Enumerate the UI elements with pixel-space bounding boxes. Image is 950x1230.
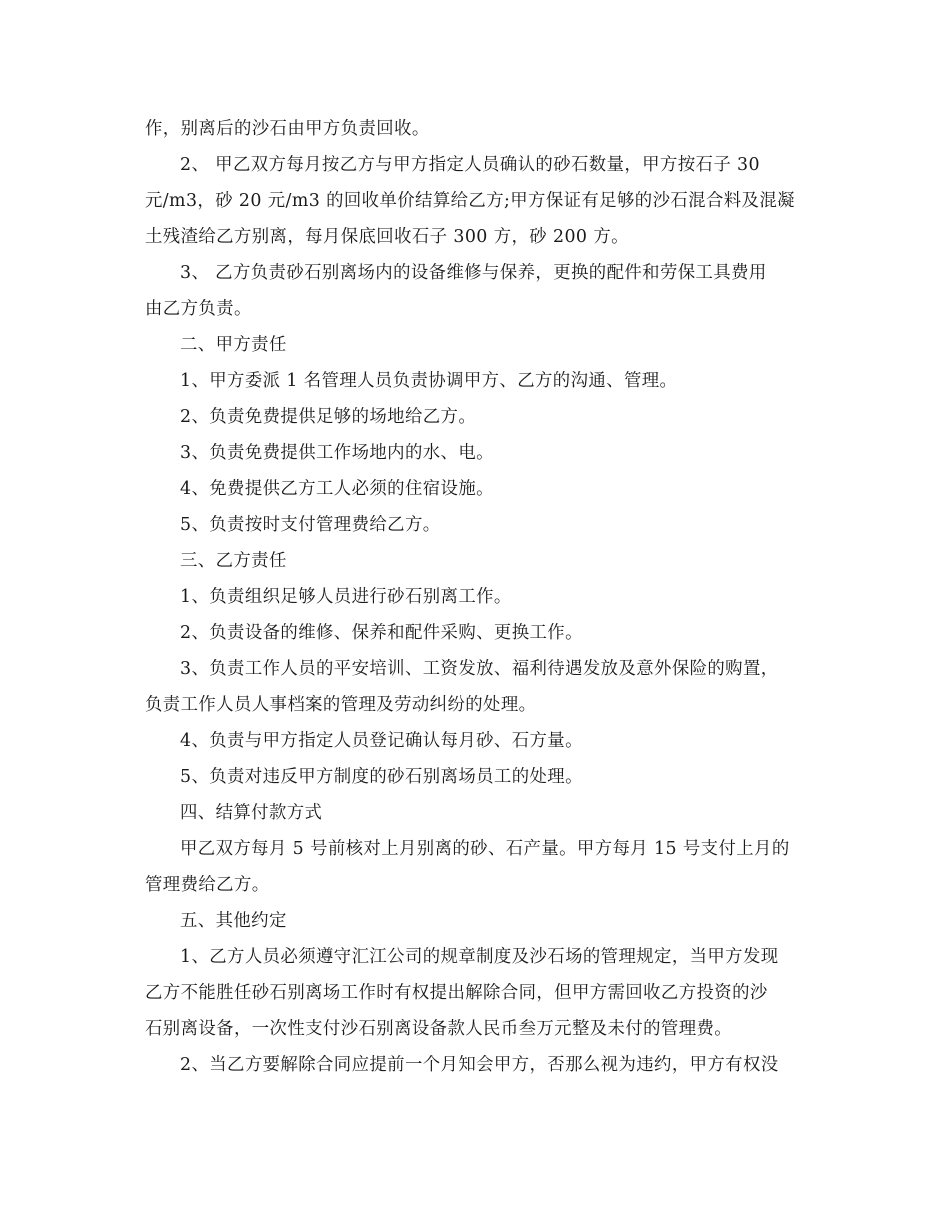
text-line: 作，别离后的沙石由甲方负责回收。 bbox=[145, 119, 430, 139]
text-line: 石别离设备，一次性支付沙石别离设备款人民币叁万元整及未付的管理费。 bbox=[145, 1019, 733, 1039]
text-line: 5、负责对违反甲方制度的砂石别离场员工的处理。 bbox=[180, 767, 583, 787]
text-line: 五、其他约定 bbox=[180, 911, 287, 931]
text-line: 3、 乙方负责砂石别离场内的设备维修与保养，更换的配件和劳保工具费用 bbox=[180, 263, 767, 283]
paragraph bbox=[145, 903, 805, 939]
text-line: 2、当乙方要解除合同应提前一个月知会甲方，否那么视为违约，甲方有权没 bbox=[180, 1055, 779, 1075]
text-line: 1、乙方人员必须遵守汇江公司的规章制度及沙石场的管理规定，当甲方发现 bbox=[180, 947, 779, 967]
paragraph bbox=[145, 831, 805, 903]
paragraph bbox=[145, 651, 805, 723]
paragraph bbox=[145, 327, 805, 363]
text-line: 二、甲方责任 bbox=[180, 335, 287, 355]
paragraph bbox=[145, 759, 805, 795]
text-line: 2、 甲乙双方每月按乙方与甲方指定人员确认的砂石数量，甲方按石子 30 bbox=[180, 155, 760, 175]
paragraph bbox=[145, 111, 805, 147]
paragraph bbox=[145, 255, 805, 327]
paragraph bbox=[145, 471, 805, 507]
text-line: 4、免费提供乙方工人必须的住宿设施。 bbox=[180, 479, 494, 499]
paragraph bbox=[145, 723, 805, 759]
paragraph bbox=[145, 939, 805, 1047]
text-line: 2、负责免费提供足够的场地给乙方。 bbox=[180, 407, 477, 427]
paragraph bbox=[145, 615, 805, 651]
text-line: 土残渣给乙方别离，每月保底回收石子 300 方，砂 200 方。 bbox=[145, 227, 629, 247]
paragraph bbox=[145, 1047, 805, 1083]
paragraph bbox=[145, 795, 805, 831]
text-line: 四、结算付款方式 bbox=[180, 803, 323, 823]
document-body bbox=[145, 111, 805, 1083]
paragraph bbox=[145, 147, 805, 255]
paragraph bbox=[145, 435, 805, 471]
text-line: 乙方不能胜任砂石别离场工作时有权提出解除合同，但甲方需回收乙方投资的沙 bbox=[145, 983, 768, 1003]
paragraph bbox=[145, 399, 805, 435]
text-line: 管理费给乙方。 bbox=[145, 875, 270, 895]
text-line: 甲乙双方每月 5 号前核对上月别离的砂、石产量。甲方每月 15 号支付上月的 bbox=[180, 839, 790, 859]
text-line: 5、负责按时支付管理费给乙方。 bbox=[180, 515, 441, 535]
text-line: 1、负责组织足够人员进行砂石别离工作。 bbox=[180, 587, 512, 607]
paragraph bbox=[145, 507, 805, 543]
text-line: 4、负责与甲方指定人员登记确认每月砂、石方量。 bbox=[180, 731, 583, 751]
paragraph bbox=[145, 363, 805, 399]
paragraph bbox=[145, 543, 805, 579]
text-line: 元/m3，砂 20 元/m3 的回收单价结算给乙方;甲方保证有足够的沙石混合料及混凝 bbox=[145, 191, 795, 211]
paragraph bbox=[145, 579, 805, 615]
text-line: 三、乙方责任 bbox=[180, 551, 287, 571]
text-line: 1、甲方委派 1 名管理人员负责协调甲方、乙方的沟通、管理。 bbox=[180, 371, 678, 391]
text-line: 2、负责设备的维修、保养和配件采购、更换工作。 bbox=[180, 623, 583, 643]
text-line: 3、负责工作人员的平安培训、工资发放、福利待遇发放及意外保险的购置， bbox=[180, 659, 779, 679]
text-line: 3、负责免费提供工作场地内的水、电。 bbox=[180, 443, 494, 463]
text-line: 由乙方负责。 bbox=[145, 299, 252, 319]
text-line: 负责工作人员人事档案的管理及劳动纠纷的处理。 bbox=[145, 695, 537, 715]
